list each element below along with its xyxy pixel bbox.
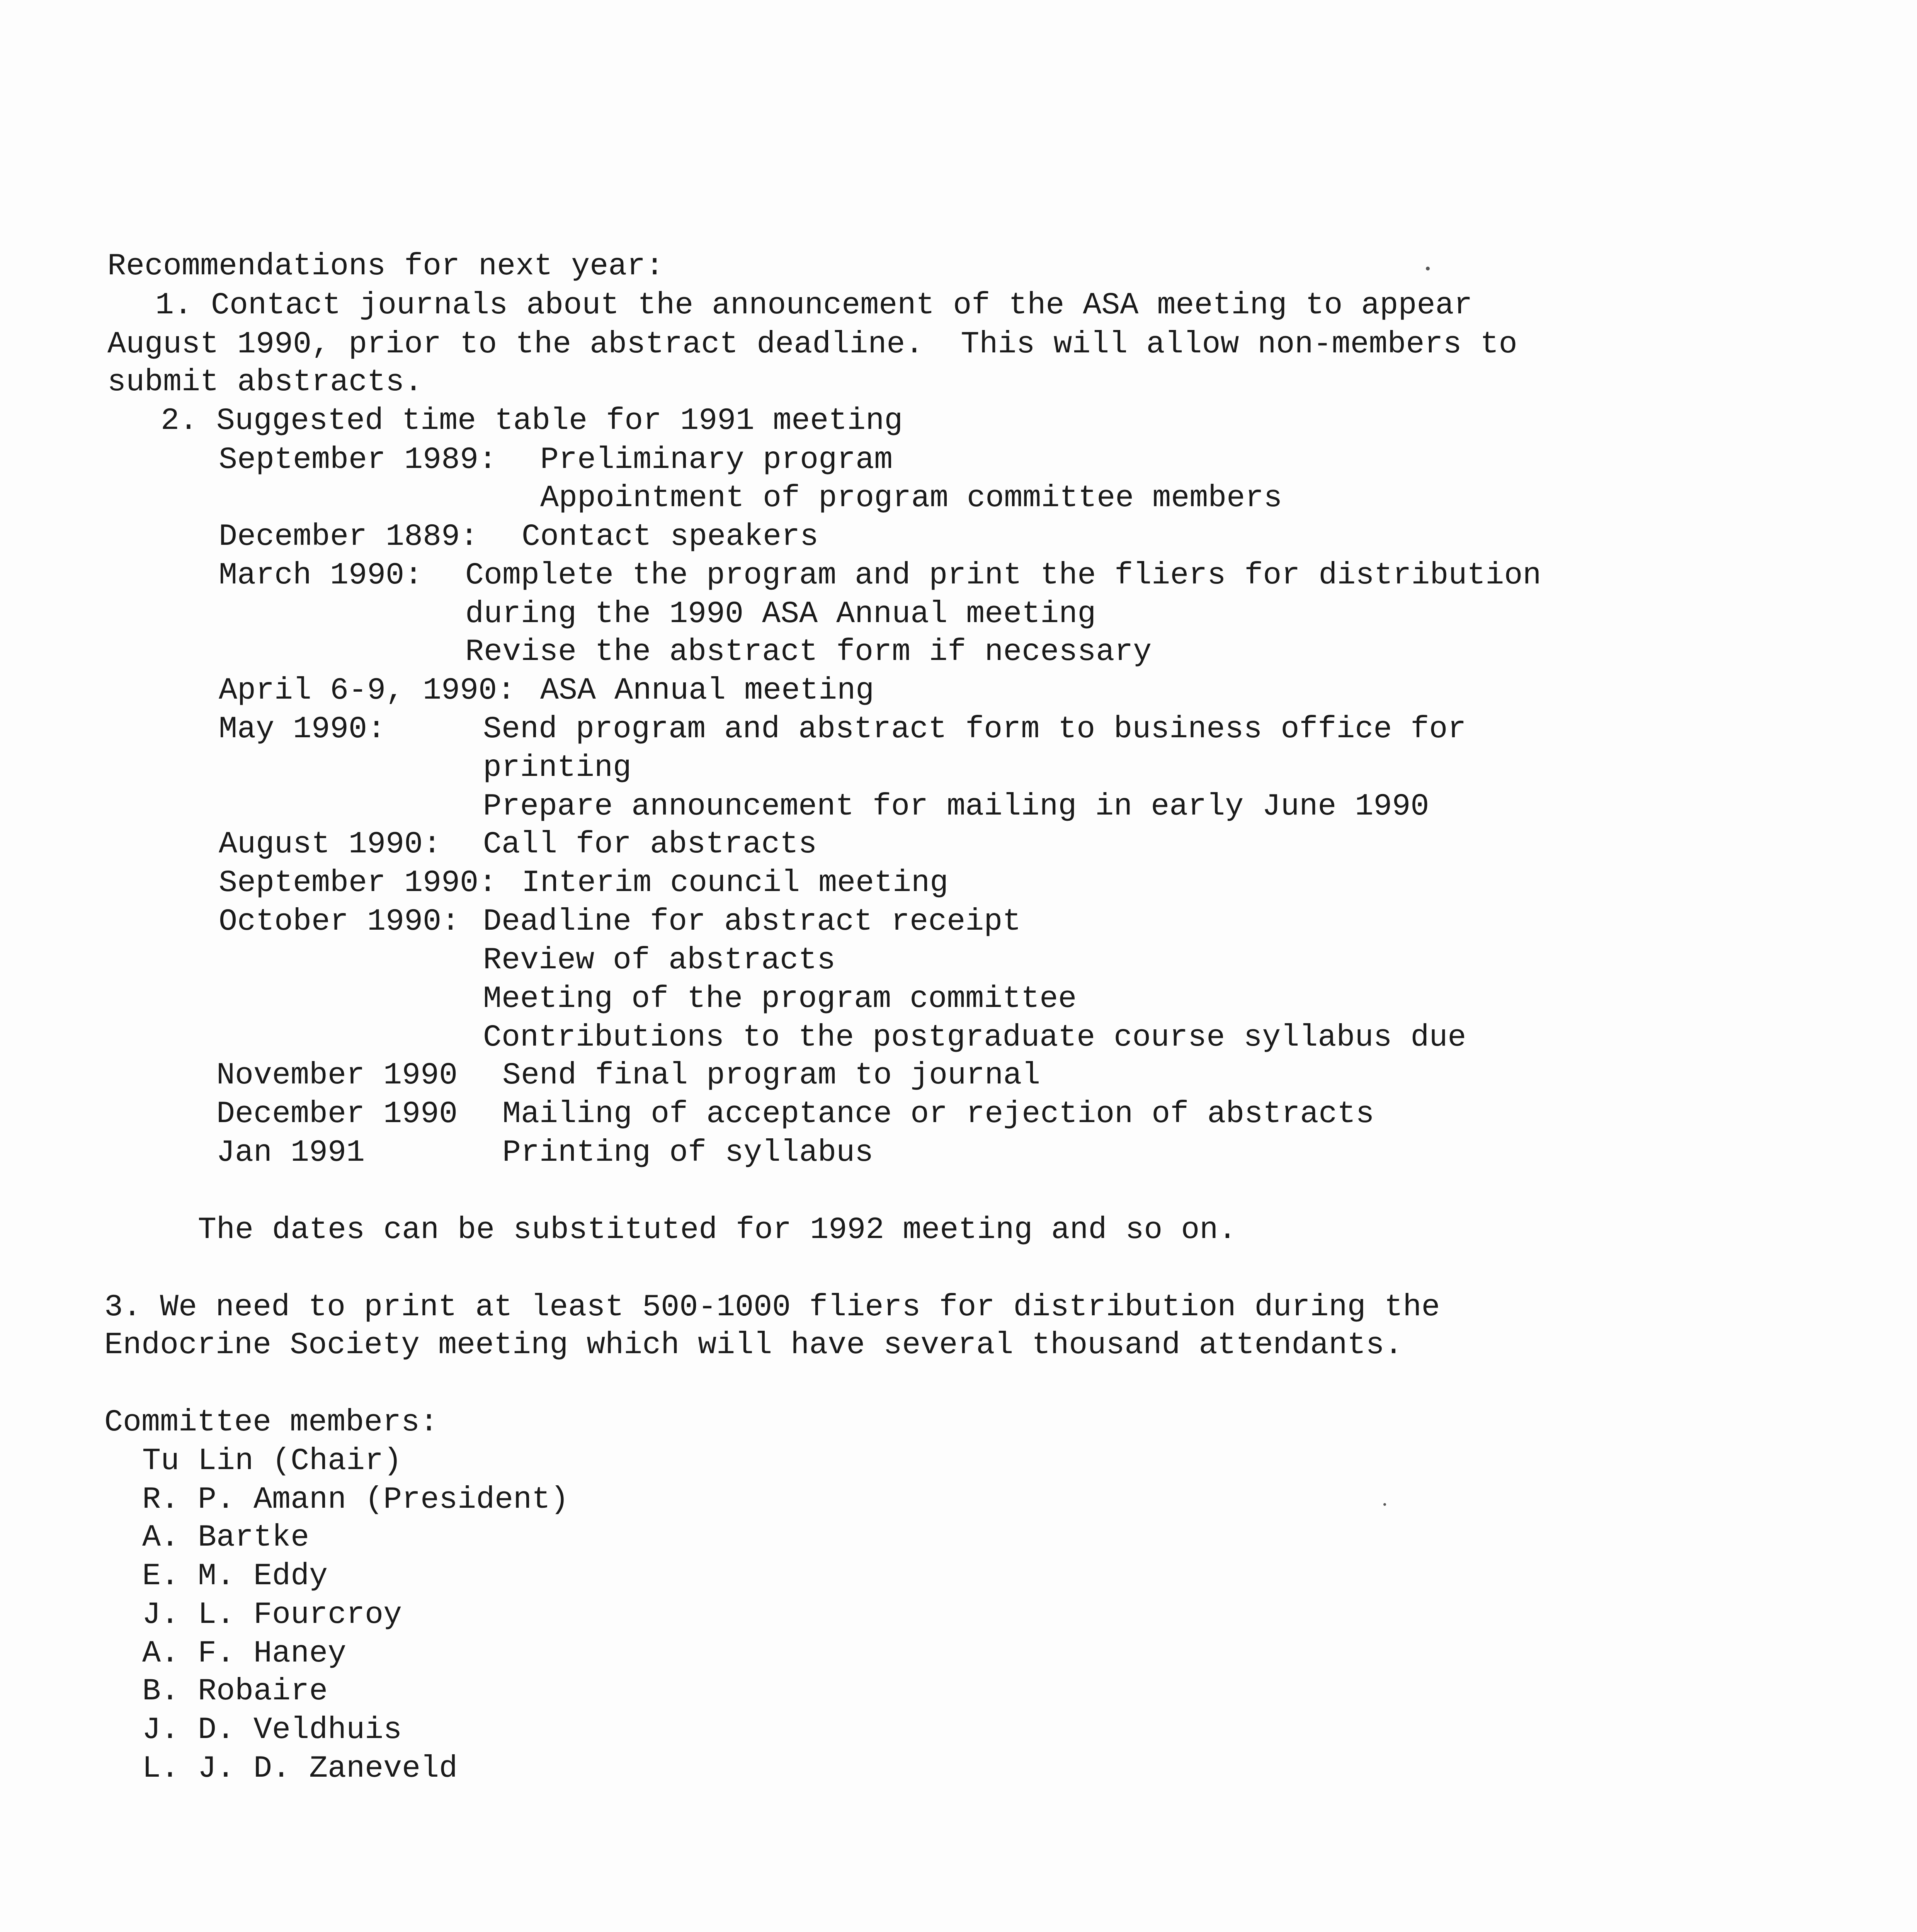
schedule-date: August 1990:: [219, 827, 442, 862]
recommendations-heading: Recommendations for next year:: [107, 249, 664, 284]
schedule-task: Printing of syllabus: [502, 1135, 874, 1170]
item3-line2: Endocrine Society meeting which will have several thousand attendants.: [104, 1328, 1403, 1363]
committee-member: E. M. Eddy: [142, 1559, 328, 1594]
item1-line1: 1. Contact journals about the announcement of the ASA meeting to appear: [155, 288, 1473, 323]
schedule-task: Contact speakers: [522, 519, 819, 554]
schedule-date: September 1989:: [219, 442, 497, 478]
committee-member: L. J. D. Zaneveld: [142, 1751, 458, 1786]
committee-member: J. D. Veldhuis: [142, 1713, 402, 1748]
schedule-task: Mailing of acceptance or rejection of abstracts: [502, 1097, 1374, 1132]
schedule-task: ASA Annual meeting: [540, 673, 874, 708]
item3-line1: 3. We need to print at least 500-1000 fliers for distribution during the: [104, 1290, 1440, 1325]
committee-heading: Committee members:: [104, 1405, 439, 1440]
schedule-task: during the 1990 ASA Annual meeting: [465, 597, 1096, 632]
schedule-task: Review of abstracts: [483, 943, 836, 978]
schedule-date: November 1990: [216, 1058, 458, 1093]
scan-speck: [1426, 267, 1430, 270]
schedule-note: The dates can be substituted for 1992 meeting and so on.: [198, 1213, 1237, 1248]
schedule-date: March 1990:: [219, 558, 423, 593]
scan-speck: [1383, 1503, 1386, 1506]
item1-line3: submit abstracts.: [107, 365, 423, 400]
committee-member: A. Bartke: [142, 1520, 310, 1555]
schedule-task: Revise the abstract form if necessary: [465, 634, 1152, 670]
schedule-task: Prepare announcement for mailing in early June 1990: [483, 789, 1429, 824]
schedule-task: Meeting of the program committee: [483, 981, 1077, 1017]
schedule-date: May 1990:: [219, 712, 386, 747]
schedule-task: Send program and abstract form to business office for: [483, 712, 1466, 747]
schedule-task: Interim council meeting: [522, 866, 949, 901]
schedule-task: printing: [483, 750, 632, 786]
schedule-task: Send final program to journal: [502, 1058, 1041, 1093]
item2-heading: 2. Suggested time table for 1991 meeting: [161, 403, 903, 439]
schedule-date: Jan 1991: [216, 1135, 365, 1170]
schedule-task: Appointment of program committee members: [540, 481, 1283, 516]
schedule-date: December 1990: [216, 1097, 458, 1132]
schedule-date: April 6-9, 1990:: [219, 673, 516, 708]
schedule-date: September 1990:: [219, 866, 497, 901]
item1-line2: August 1990, prior to the abstract deadline. This will allow non-members to: [107, 327, 1517, 362]
schedule-task: Deadline for abstract receipt: [483, 904, 1021, 939]
schedule-date: October 1990:: [219, 904, 460, 939]
schedule-task: Preliminary program: [540, 442, 893, 478]
schedule-task: Complete the program and print the fliers for distribution: [465, 558, 1541, 593]
schedule-task: Contributions to the postgraduate course syllabus due: [483, 1020, 1466, 1055]
committee-member: A. F. Haney: [142, 1636, 347, 1671]
committee-member: R. P. Amann (President): [142, 1482, 569, 1517]
schedule-task: Call for abstracts: [483, 827, 817, 862]
schedule-date: December 1889:: [219, 519, 479, 554]
committee-member: B. Robaire: [142, 1674, 328, 1709]
committee-member: Tu Lin (Chair): [142, 1444, 402, 1479]
committee-member: J. L. Fourcroy: [142, 1597, 402, 1633]
